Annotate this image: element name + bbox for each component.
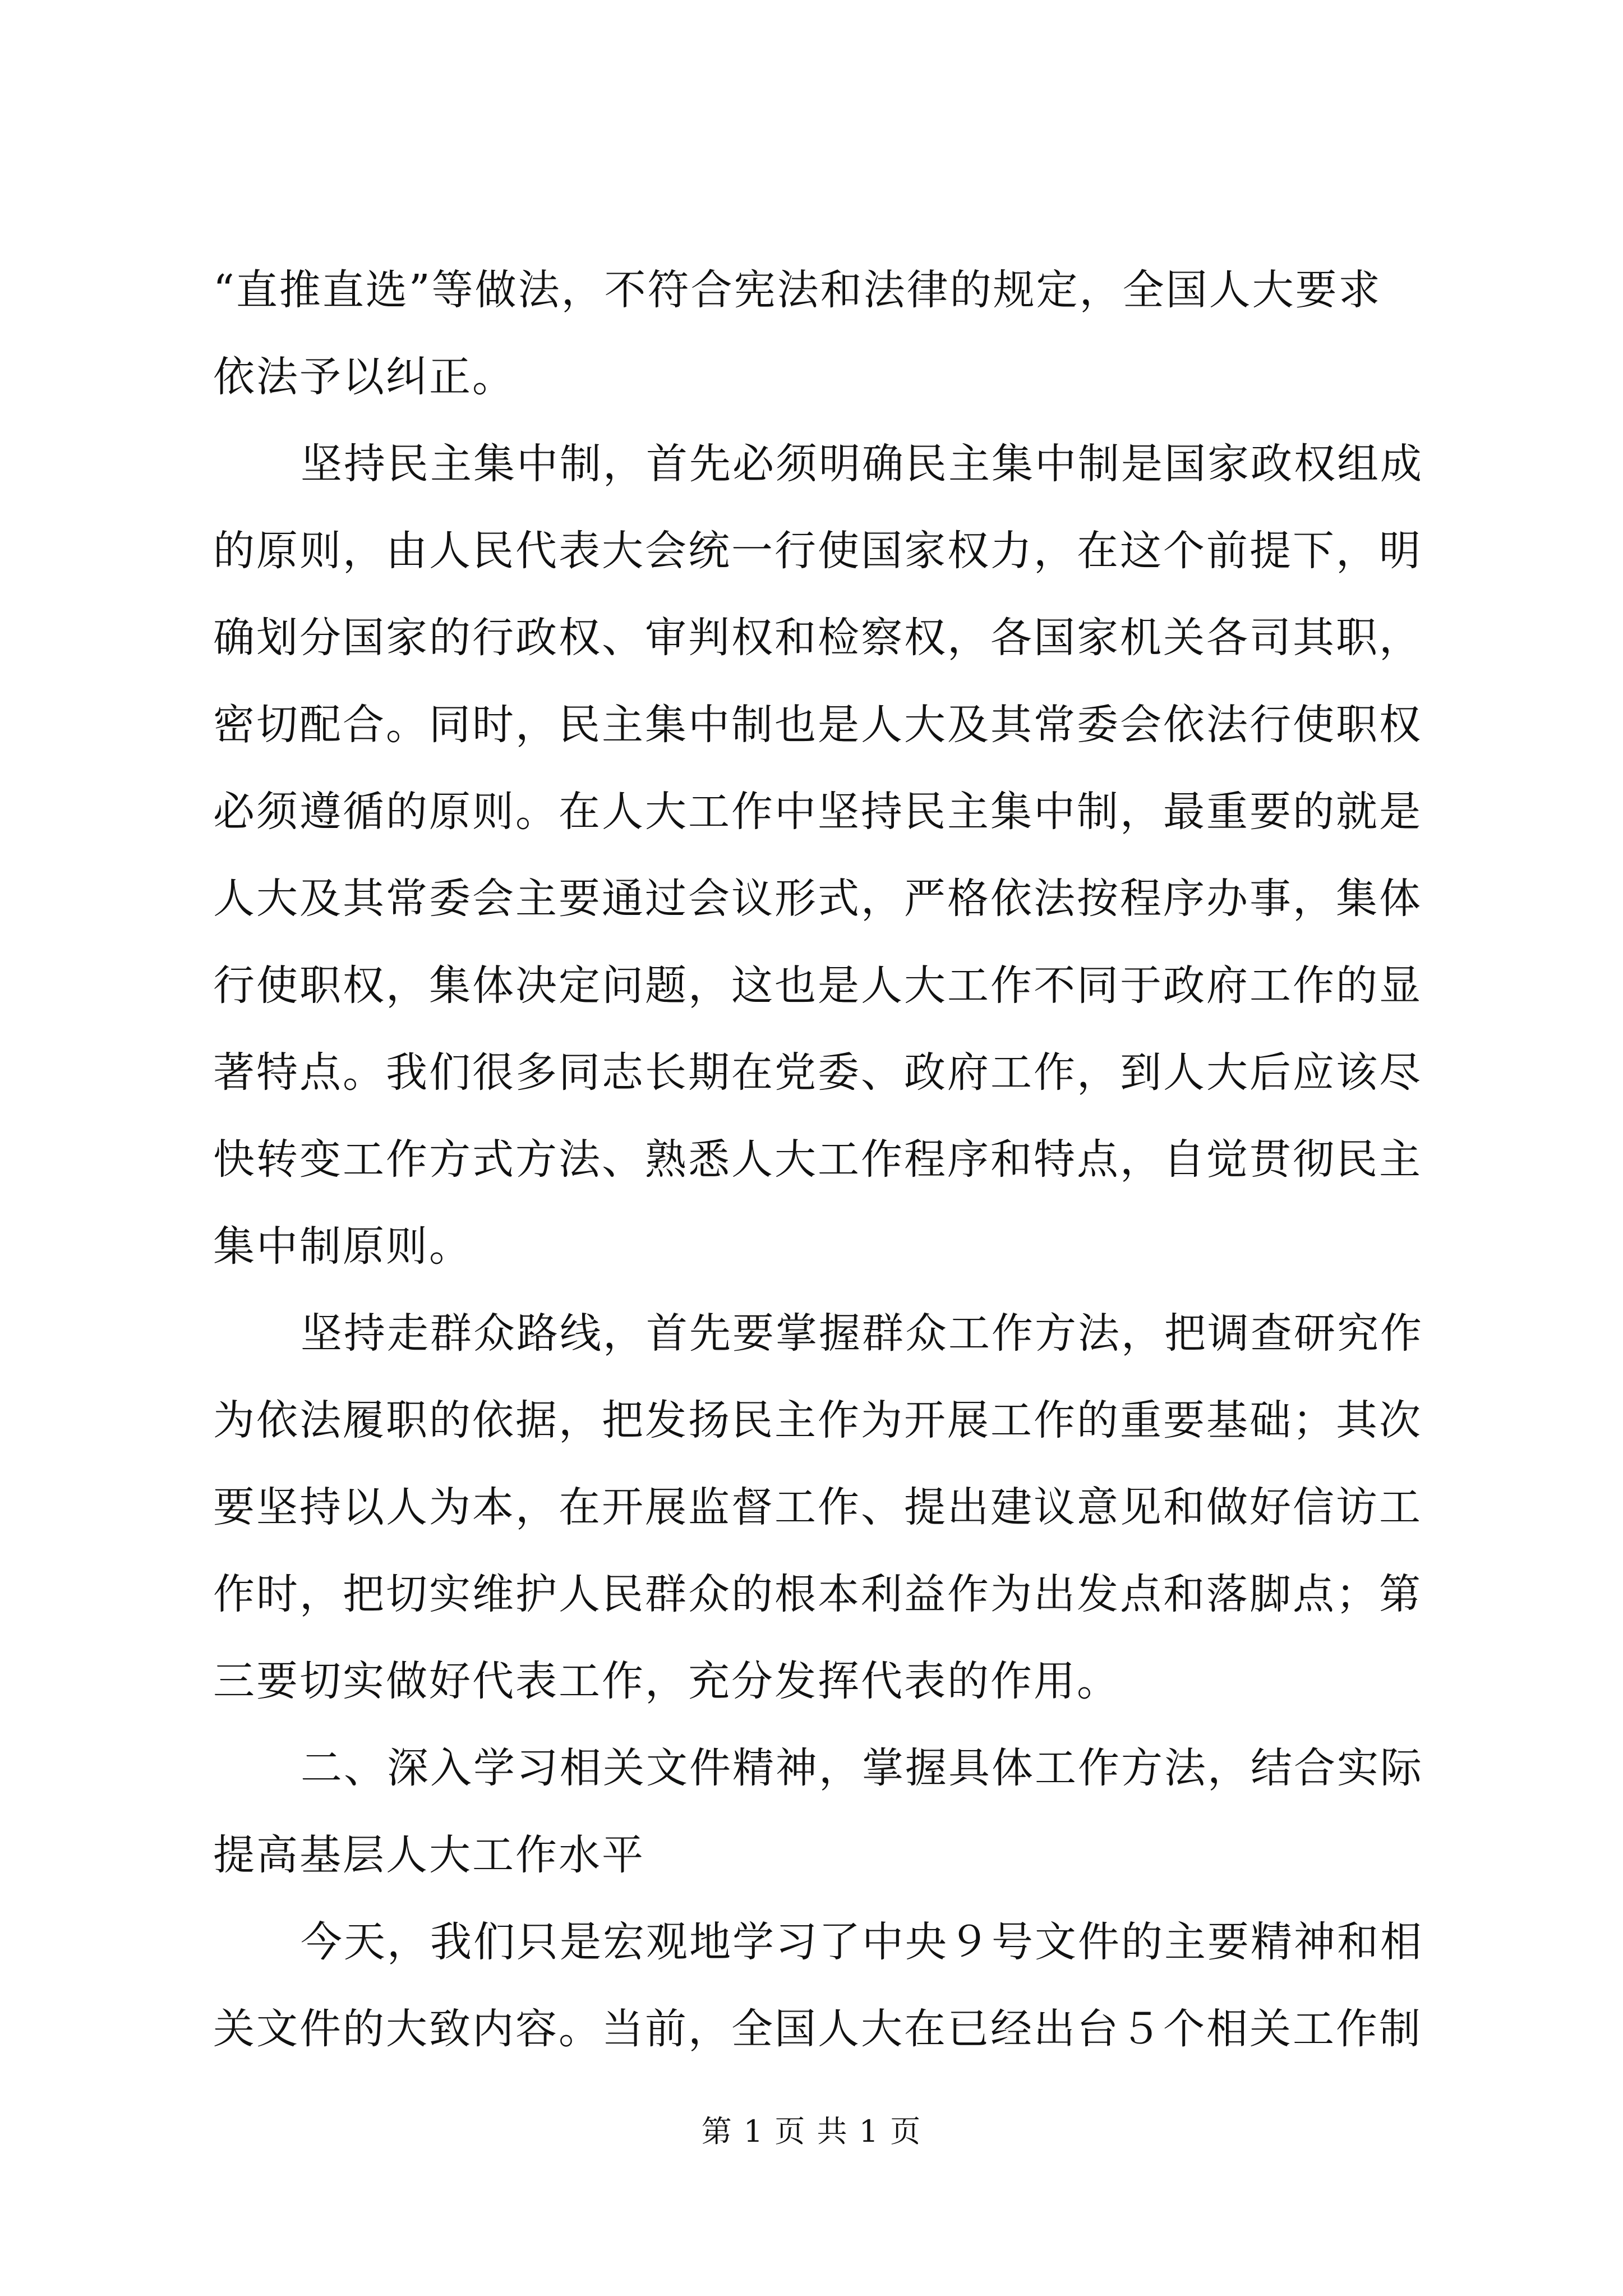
text-line: 坚持走群众路线，首先要掌握群众工作方法，把调查研究作 (301, 1309, 1423, 1358)
text-line: 确划分国家的行政权、审判权和检察权，各国家机关各司其职， (213, 614, 1422, 662)
text-line: 为依法履职的依据，把发扬民主作为开展工作的重要基础；其次 (213, 1396, 1422, 1444)
text-line: 行使职权，集体决定问题，这也是人大工作不同于政府工作的显 (213, 961, 1422, 1010)
page-footer: 第 1 页 共 1 页 (701, 2114, 922, 2149)
text-line: 作时，把切实维护人民群众的根本利益作为出发点和落脚点；第 (213, 1570, 1422, 1618)
text-line: 的原则，由人民代表大会统一行使国家权力，在这个前提下，明 (213, 527, 1422, 575)
text-line: 著特点。我们很多同志长期在党委、政府工作，到人大后应该尽 (213, 1048, 1422, 1097)
text-line: 必须遵循的原则。在人大工作中坚持民主集中制，最重要的就是 (213, 788, 1422, 836)
text-line: 坚持民主集中制，首先必须明确民主集中制是国家政权组成 (301, 440, 1423, 488)
text-line: 人大及其常委会主要通过会议形式，严格依法按程序办事，集体 (213, 875, 1422, 923)
text-line: 依法予以纠正。 (213, 353, 515, 401)
text-line: 集中制原则。 (213, 1222, 472, 1271)
text-line: 要坚持以人为本，在开展监督工作、提出建议意见和做好信访工 (213, 1483, 1422, 1531)
text-line: 今天，我们只是宏观地学习了中央９号文件的主要精神和相 (301, 1918, 1423, 1966)
text-line: “直推直选”等做法，不符合宪法和法律的规定，全国人大要求 (213, 266, 1382, 314)
text-line: 关文件的大致内容。当前，全国人大在已经出台５个相关工作制 (213, 2005, 1422, 2053)
text-line: 快转变工作方式方法、熟悉人大工作程序和特点，自觉贯彻民主 (213, 1135, 1422, 1184)
text-line: 密切配合。同时，民主集中制也是人大及其常委会依法行使职权 (213, 701, 1422, 749)
document-body (213, 247, 1423, 2073)
section-heading-line: 提高基层人大工作水平 (213, 1831, 645, 1879)
section-heading-line: 二、深入学习相关文件精神，掌握具体工作方法，结合实际 (301, 1744, 1423, 1792)
text-line: 三要切实做好代表工作，充分发挥代表的作用。 (213, 1657, 1120, 1705)
